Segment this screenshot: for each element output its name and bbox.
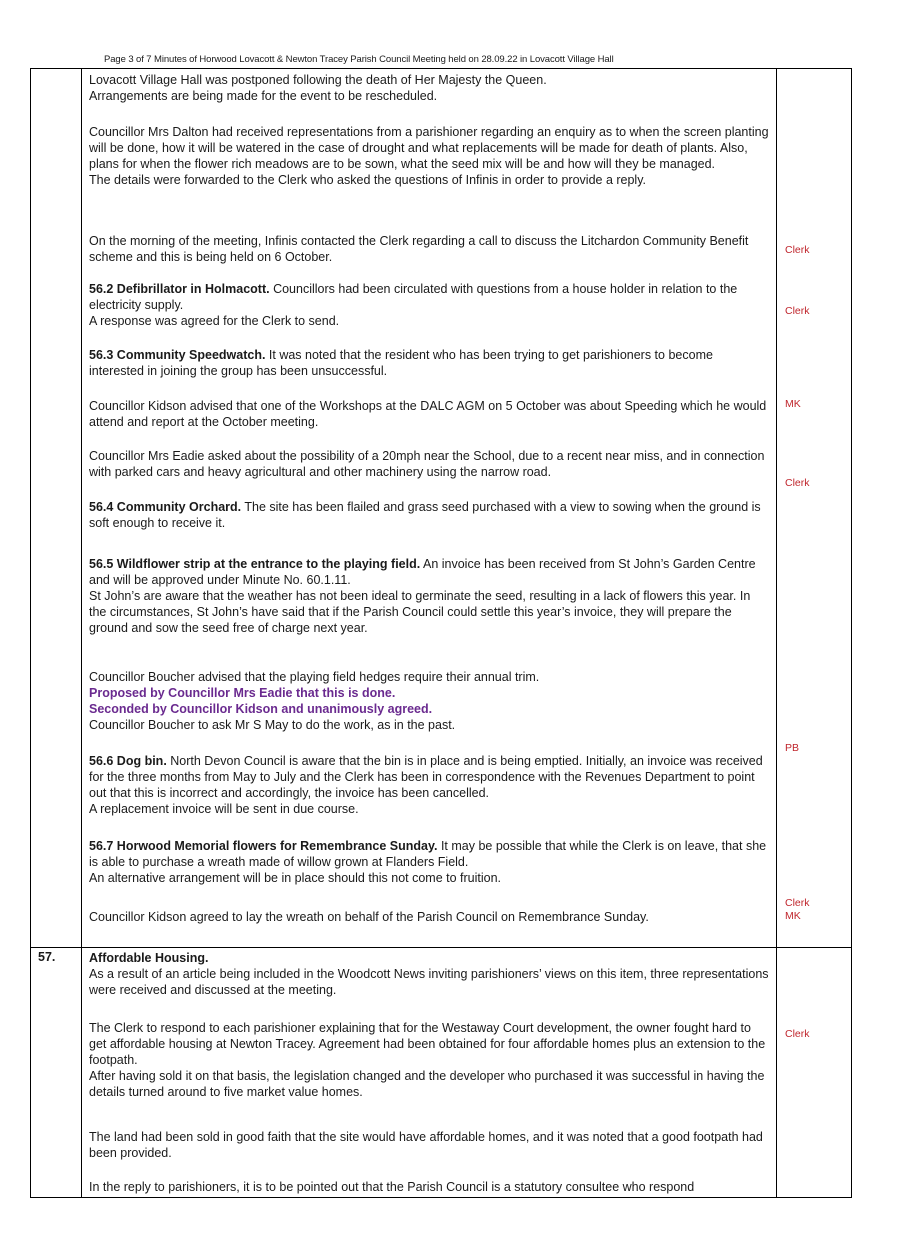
- paragraph-postponed: Lovacott Village Hall was postponed following the death of Her Majesty the Queen. Arrangements are being made for the event to be rescheduled.: [89, 73, 547, 103]
- section-56-5: 56.5 Wildflower strip at the entrance to the playing field. An invoice has been received from St John’s Garden Centre and will be approved under Minute No. 60.1.11. St John’s are aware that the weather has not been ideal to germinate the seed, resulting in a lack of flowers this year. In the circumstances, St John’s have said that if the Parish Council could settle this year’s invoice, they will prepare the ground and sow the seed free of charge next year.: [89, 557, 756, 635]
- section-title: 56.7 Horwood Memorial flowers for Remembrance Sunday.: [89, 839, 438, 853]
- paragraph-infinis: On the morning of the meeting, Infinis contacted the Clerk regarding a call to discuss the Litchardon Community Benefit scheme and this is being held on 6 October.: [89, 234, 749, 264]
- page-header: Page 3 of 7 Minutes of Horwood Lovacott & Newton Tracey Parish Council Meeting held on 28.09.22 in Lovacott Village Hall: [104, 54, 614, 65]
- paragraph-kidson-dalc: Councillor Kidson advised that one of the Workshops at the DALC AGM on 5 October was about Speeding which he would attend and report at the October meeting.: [89, 399, 767, 429]
- item-number-57: 57.: [38, 950, 56, 964]
- paragraph-eadie-20mph: Councillor Mrs Eadie asked about the possibility of a 20mph near the School, due to a recent near miss, and in connection with parked cars and heavy agricultural and other machinery using the narrow road.: [89, 449, 765, 479]
- section-56-4: 56.4 Community Orchard. The site has been flailed and grass seed purchased with a view to sowing when the ground is soft enough to receive it.: [89, 500, 761, 530]
- resolution-proposed: Proposed by Councillor Mrs Eadie that this is done.: [89, 686, 396, 700]
- paragraph-land-sold: The land had been sold in good faith that the site would have affordable homes, and it was noted that a good footpath had been provided.: [89, 1130, 763, 1160]
- action-owner: Clerk: [785, 244, 810, 256]
- section-56-3: 56.3 Community Speedwatch. It was noted that the resident who has been trying to get parishioners to become interested in joining the group has been unsuccessful.: [89, 348, 713, 378]
- section-56-2: 56.2 Defibrillator in Holmacott. Councillors had been circulated with questions from a house holder in relation to the electricity supply. A response was agreed for the Clerk to send.: [89, 282, 738, 328]
- section-title: 56.5 Wildflower strip at the entrance to the playing field.: [89, 557, 421, 571]
- row-divider: [31, 947, 851, 948]
- paragraph-boucher-hedges: Councillor Boucher advised that the playing field hedges require their annual trim. Proposed by Councillor Mrs Eadie that this is done. Seconded by Councillor Kidson and unanimously agreed. Councillor Boucher to ask Mr S May to do the work, as in the past.: [89, 669, 769, 733]
- resolution-seconded: Seconded by Councillor Kidson and unanimously agreed.: [89, 702, 433, 716]
- section-56-6: 56.6 Dog bin. North Devon Council is aware that the bin is in place and is being emptied. Initially, an invoice was received for the three months from May to July and the Clerk has been in correspondence with the Revenues Department to point out that this is incorrect and accordingly, the invoice has been cancelled. A replacement invoice will be sent in due course.: [89, 754, 763, 816]
- section-57: Affordable Housing. As a result of an article being included in the Woodcott News inviting parishioners’ views on this item, three representations were received and discussed at the meeting.: [89, 951, 769, 997]
- action-owner: PB: [785, 742, 800, 754]
- paragraph-clerk-respond: The Clerk to respond to each parishioner explaining that for the Westaway Court development, the owner fought hard to get affordable housing at Newton Tracey. Agreement had been obtained for four affordable homes plus an extension to the footpath. After having sold it on that basis, the legislation changed and the developer who purchased it was successful in having the details turned around to five market value homes.: [89, 1021, 766, 1099]
- column-divider-right: [776, 69, 777, 1197]
- paragraph-dalton: Councillor Mrs Dalton had received representations from a parishioner regarding an enquiry as to when the screen planting will be done, how it will be watered in the case of drought and what replacements will be made for death of plants. Also, plans for when the flower rich meadows are to be sown, what the seed mix will be and how will they be managed. The details were forwarded to the Clerk who asked the questions of Infinis in order to provide a reply.: [89, 125, 769, 187]
- action-owner: MK: [785, 398, 801, 410]
- action-owner: Clerk: [785, 477, 810, 489]
- column-divider-left: [81, 69, 82, 1197]
- section-title: 56.6 Dog bin.: [89, 754, 167, 768]
- section-56-7: 56.7 Horwood Memorial flowers for Remembrance Sunday. It may be possible that while the Clerk is on leave, that she is able to purchase a wreath made of willow grown at Flanders Field. An alternative arrangement will be in place should this not come to fruition.: [89, 839, 767, 885]
- action-owner: Clerk: [785, 305, 810, 317]
- action-owner: Clerk MK: [785, 897, 810, 922]
- action-owner: Clerk: [785, 1028, 810, 1040]
- paragraph-wreath: Councillor Kidson agreed to lay the wreath on behalf of the Parish Council on Remembrance Sunday.: [89, 910, 649, 924]
- paragraph-reply: In the reply to parishioners, it is to be pointed out that the Parish Council is a statutory consultee who respond: [89, 1180, 695, 1194]
- section-title: Affordable Housing.: [89, 951, 209, 965]
- section-title: 56.4 Community Orchard.: [89, 500, 242, 514]
- section-title: 56.2 Defibrillator in Holmacott.: [89, 282, 270, 296]
- section-title: 56.3 Community Speedwatch.: [89, 348, 266, 362]
